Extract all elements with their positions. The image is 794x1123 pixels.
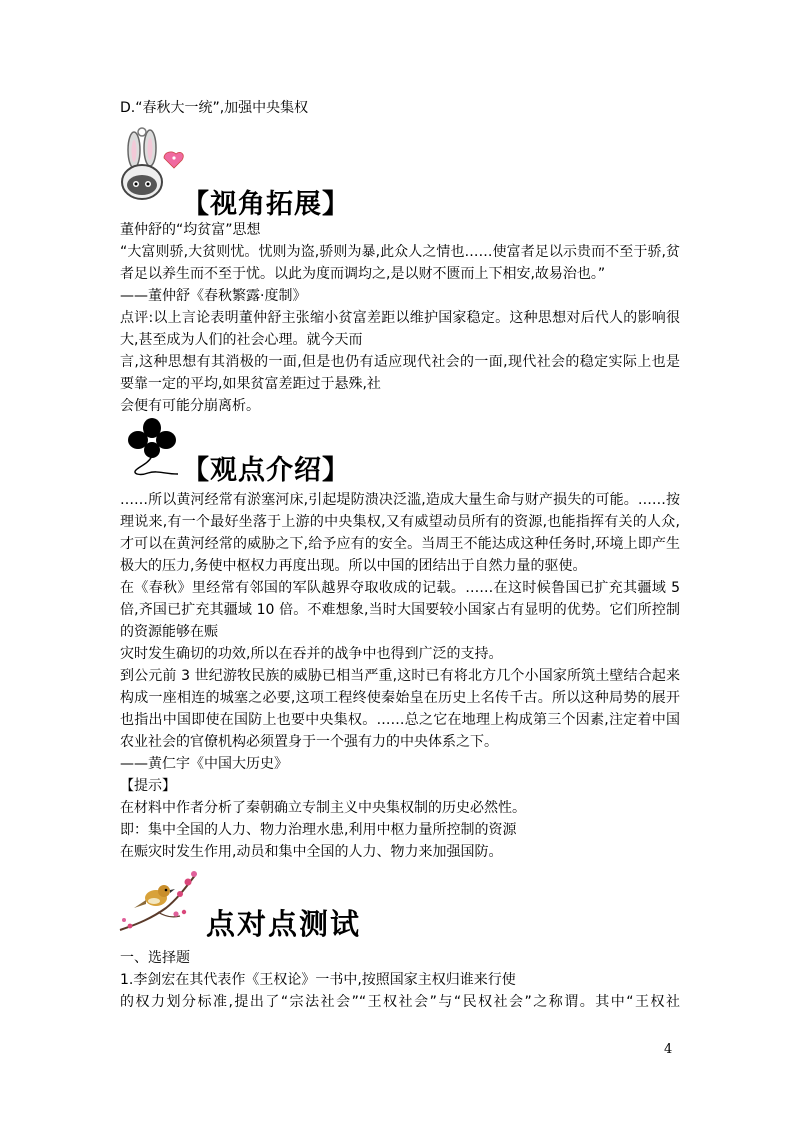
paragraph-line: 在赈灾时发生作用,动员和集中全国的人力、物力来加强国防。 (120, 844, 503, 860)
tip-label: 【提示】 (120, 778, 176, 794)
paragraph-line: 才可以在黄河经常的威胁之下,给予应有的安全。当周王不能达成这种任务时,环境上即产生 (120, 536, 680, 552)
paragraph-line: ……所以黄河经常有淤塞河床,引起堤防溃决泛滥,造成大量生命与财产损失的可能。……按 (120, 492, 680, 508)
paragraph-line: “大富则骄,大贫则忧。忧则为盗,骄则为暴,此众人之情也……使富者足以示贵而不至于骄,贫 (120, 244, 680, 260)
question-line: 1.李剑宏在其代表作《王权论》一书中,按照国家主权归谁来行使 (120, 972, 516, 988)
paragraph-line: 董仲舒的“均贫富”思想 (120, 222, 261, 238)
paragraph-line: 在材料中作者分析了秦朝确立专制主义中央集权制的历史必然性。 (120, 800, 526, 816)
paragraph-line: ——黄仁宇《中国大历史》 (120, 756, 288, 772)
paragraph-line: 也指出中国即使在国防上也要中央集权。……总之它在地理上构成第三个因素,注定着中国 (120, 712, 680, 728)
paragraph-line: 在《春秋》里经常有邻国的军队越界夺取收成的记载。……在这时候鲁国已扩充其疆域 5 (120, 580, 680, 596)
question-type-label: 一、选择题 (120, 950, 190, 966)
paragraph-line: 倍,齐国已扩充其疆域 10 倍。不难想象,当时大国要较小国家占有显明的优势。它们所控制 (120, 602, 680, 618)
section-heading-viewpoint: 【观点介绍】 (182, 455, 350, 486)
paragraph-line: 者足以养生而不至于忧。以此为度而调均之,是以财不匮而上下相安,故易治也。” (120, 266, 606, 282)
paragraph-line: 大,甚至成为人们的社会心理。就今天而 (120, 332, 363, 348)
paragraph-line: 点评:以上言论表明董仲舒主张缩小贫富差距以维护国家稳定。这种思想对后代人的影响很 (120, 310, 680, 326)
paragraph-line: 理说来,有一个最好坐落于上游的中央集权,又有威望动员所有的资源,也能指挥有关的人众, (120, 514, 680, 530)
paragraph-line: ——董仲舒《春秋繁露·度制》 (120, 288, 307, 304)
top-option-line: D.“春秋大一统”,加强中央集权 (120, 100, 309, 116)
question-line: 的权力划分标准,提出了“宗法社会”“王权社会”与“民权社会”之称谓。其中“王权社 (120, 994, 680, 1010)
paragraph-line: 要靠一定的平均,如果贫富差距过于悬殊,社 (120, 376, 381, 392)
paragraph-line: 农业社会的官僚机构必须置身于一个强有力的中央体系之下。 (120, 734, 498, 750)
rabbit-keychain-icon (116, 124, 186, 204)
paragraph-line: 极大的压力,务使中枢权力再度出现。所以中国的团结出于自然力量的驱使。 (120, 558, 587, 574)
paragraph-line: 言,这种思想有其消极的一面,但是也仍有适应现代社会的一面,现代社会的稳定实际上也是 (120, 354, 680, 370)
paragraph-line: 即：集中全国的人力、物力治理水患,利用中枢力量所控制的资源 (120, 822, 517, 838)
clover-flower-icon (118, 418, 186, 478)
section-heading-test: 点对点测试 (206, 907, 362, 941)
bird-on-branch-icon (118, 868, 202, 934)
paragraph-line: 构成一座相连的城塞之必要,这项工程终使秦始皇在历史上名传千古。所以这种局势的展开 (120, 690, 680, 706)
paragraph-line: 到公元前 3 世纪游牧民族的威胁已相当严重,这时已有将北方几个小国家所筑土壁结合起来 (120, 668, 680, 684)
section-heading-perspective: 【视角拓展】 (182, 189, 350, 220)
paragraph-line: 的资源能够在赈 (120, 624, 218, 640)
page-number: 4 (664, 1042, 673, 1057)
paragraph-line: 灾时发生确切的功效,所以在吞并的战争中也得到广泛的支持。 (120, 646, 503, 662)
paragraph-line: 会便有可能分崩离析。 (120, 398, 260, 414)
